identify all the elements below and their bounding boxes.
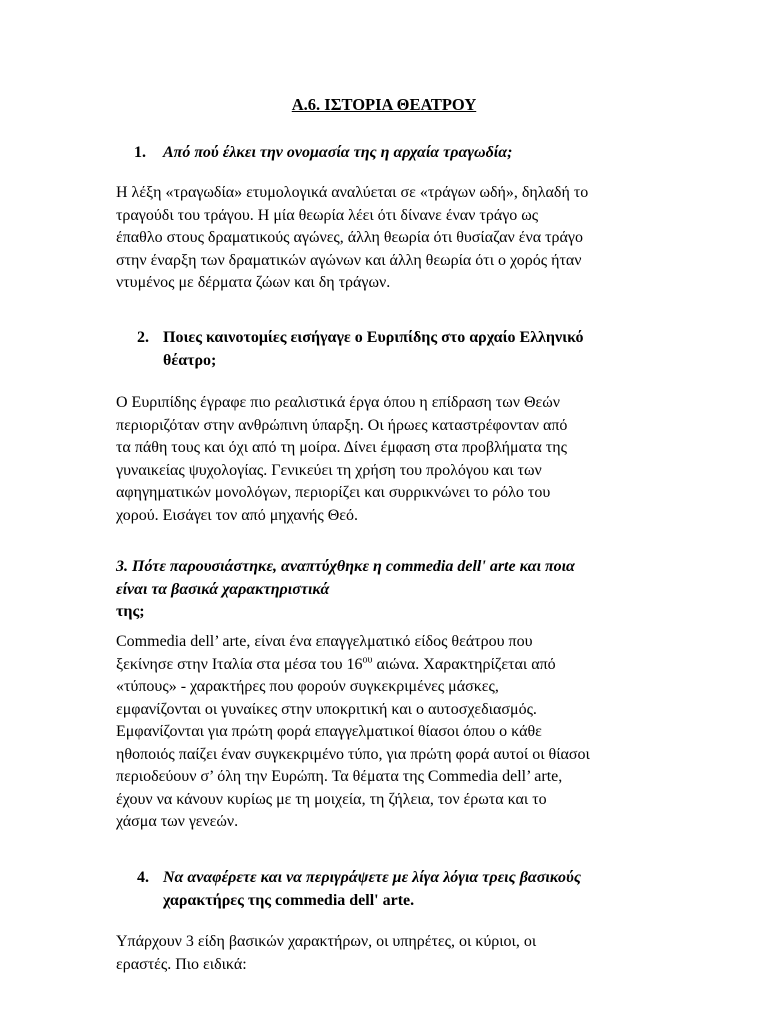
answer-line: εμφανίζονται οι γυναίκες στην υποκριτική και ο αυτοσχεδιασμός. (116, 700, 537, 718)
question-text: είναι τα βασικά χαρακτηριστικά (116, 580, 330, 598)
answer-line: Εμφανίζονται για πρώτη φορά επαγγελματικοί θίασοι όπου ο κάθε (116, 723, 542, 740)
answer-line: αφηγηματικών μονολόγων, περιορίζει και συρρικνώνει το ρόλο του (116, 484, 551, 501)
ordinal-superscript: ου (362, 654, 373, 666)
question-2 (137, 327, 657, 372)
answer-line: Commedia dell’ arte, είναι ένα επαγγελματικό είδος θεάτρου που (116, 633, 533, 650)
answer-line: τα πάθη τους και όχι από τη μοίρα. Δίνει έμφαση στα προβλήματα της (116, 439, 567, 456)
answer-line: χορού. Εισάγει τον από μηχανής Θεό. (116, 506, 358, 524)
answer-1 (116, 182, 676, 295)
answer-line: περιοριζόταν στην ανθρώπινη ύπαρξη. Οι ήρωες καταστρέφονταν από (116, 416, 568, 434)
question-text: Να αναφέρετε και να περιγράψετε με λίγα λόγια τρεις βασικούς (163, 869, 581, 886)
answer-line: ηθοποιός παίζει έναν συγκεκριμένο τύπο, για πρώτη φορά αυτοί οι θίασοι (116, 745, 590, 763)
question-text: θέατρο; (163, 351, 217, 369)
question-3 (116, 556, 676, 624)
answer-2 (116, 392, 676, 527)
answer-4 (116, 931, 676, 976)
answer-line: στην έναρξη των δραματικών αγώνων και άλλη θεωρία ότι ο χορός ήταν (116, 251, 582, 269)
answer-line: χάσμα των γενεών. (116, 813, 239, 830)
answer-line: εραστές. Πιο ειδικά: (116, 955, 247, 973)
question-1 (134, 142, 654, 165)
answer-line (116, 654, 676, 677)
question-text: Ποιες καινοτομίες εισήγαγε ο Ευριπίδης στο αρχαίο Ελληνικό (163, 329, 584, 346)
answer-line: γυναικείας ψυχολογίας. Γενικεύει τη χρήση του προλόγου και των (116, 461, 542, 479)
answer-line: Η λέξη «τραγωδία» ετυμολογικά αναλύεται σε «τράγων ωδή», δηλαδή το (116, 184, 589, 201)
question-number: 2. (137, 329, 149, 346)
question-number: 4. (137, 869, 149, 886)
answer-text: αιώνα. Χαρακτηρίζεται από (372, 655, 556, 673)
answer-line: τραγούδι του τράγου. Η μία θεωρία λέει ότι δίνανε έναν τράγο ως (116, 206, 539, 224)
question-text: 3. Πότε παρουσιάστηκε, αναπτύχθηκε η commedia dell' arte και ποια (116, 558, 575, 575)
question-4 (137, 867, 677, 912)
answer-line: Υπάρχουν 3 είδη βασικών χαρακτήρων, οι υπηρέτες, οι κύριοι, οι (116, 933, 537, 950)
answer-text: ξεκίνησε στην Ιταλία στα μέσα του 16 (116, 655, 363, 673)
answer-line: «τύπους» - χαρακτήρες που φορούν συγκεκριμένες μάσκες, (116, 678, 499, 695)
answer-line: ντυμένος με δέρματα ζώων και δη τράγων. (116, 274, 391, 291)
answer-line: έχουν να κάνουν κυρίως με τη μοιχεία, τη ζήλεια, τον έρωτα και το (116, 790, 547, 808)
question-text: χαρακτήρες της commedia dell' arte. (163, 891, 415, 909)
question-number: 1. (134, 144, 146, 161)
page-title: Α.6. ΙΣΤΟΡΙΑ ΘΕΑΤΡΟΥ (291, 95, 477, 114)
question-text: της; (116, 603, 145, 620)
answer-3 (116, 631, 676, 834)
answer-line: περιοδεύουν σ’ όλη την Ευρώπη. Τα θέματα της Commedia dell’ arte, (116, 768, 563, 785)
answer-line: Ο Ευριπίδης έγραφε πιο ρεαλιστικά έργα όπου η επίδραση των Θεών (116, 394, 561, 411)
question-text: Από πού έλκει την ονομασία της η αρχαία τραγωδία; (163, 144, 513, 161)
answer-line: έπαθλο στους δραματικούς αγώνες, άλλη θεωρία ότι θυσίαζαν ένα τράγο (116, 229, 583, 246)
